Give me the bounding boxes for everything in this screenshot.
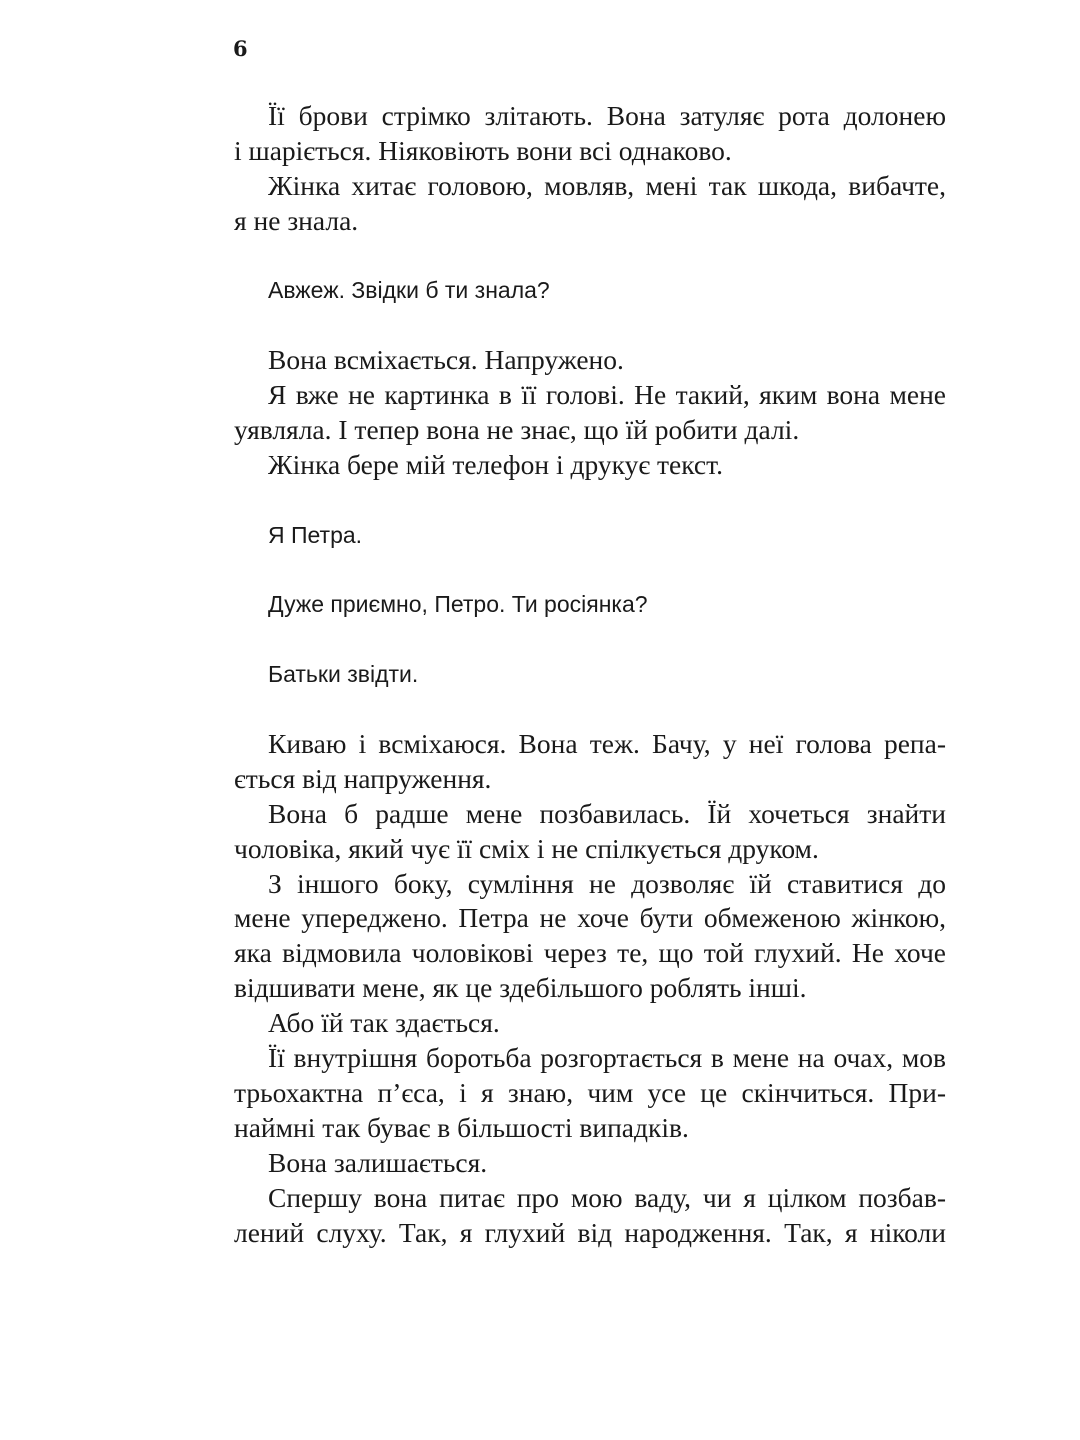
blank-line <box>234 622 946 657</box>
text-line: Я вже не картинка в її голові. Не такий, яким вона мене <box>268 379 946 411</box>
text-line: Вона б радше мене позбавилась. Їй хочеться знайти <box>268 797 946 829</box>
message-line: Дуже приємно, Петро. Ти росіянка? <box>268 591 648 618</box>
page-body-text <box>234 99 946 1250</box>
blank-line <box>234 692 946 727</box>
text-line: наймні так буває в більшості випадків. <box>234 1111 689 1143</box>
text-line: лений слуху. Так, я глухий від народження. Так, я ніколи <box>234 1216 946 1248</box>
text-line: уявляла. І тепер вона не знає, що їй робити далі. <box>234 414 800 446</box>
text-line: я не знала. <box>234 204 359 236</box>
blank-line <box>234 553 946 588</box>
text-line: Її брови стрімко злітають. Вона затуляє рота долонею <box>268 100 946 131</box>
blank-line <box>234 483 946 518</box>
text-line: Спершу вона питає про мою ваду, чи я цілком позбав- <box>268 1181 946 1213</box>
text-line: Киваю і всміхаюся. Вона теж. Бачу, у неї голова репа- <box>268 728 946 760</box>
message-line: Я Петра. <box>268 521 363 548</box>
text-line: Вона всміхається. Напружено. <box>268 344 624 376</box>
text-line: яка відмовила чоловікові через те, що той глухий. Не хоче <box>234 937 946 969</box>
text-line: Вона залишається. <box>268 1146 488 1178</box>
text-line: чоловіка, який чує її сміх і не спілкується друком. <box>234 832 819 864</box>
message-line: Авжеж. Звідки б ти знала? <box>268 277 550 304</box>
text-line: Жінка бере мій телефон і друкує текст. <box>268 448 723 480</box>
blank-line <box>234 239 946 274</box>
text-line: Або їй так здається. <box>268 1007 500 1039</box>
text-line: Її внутрішня боротьба розгортається в мене на очах, мов <box>268 1042 946 1074</box>
message-line: Батьки звідти. <box>268 661 419 688</box>
text-line: Жінка хитає головою, мовляв, мені так шкода, вибачте, <box>268 169 946 201</box>
text-line: відшивати мене, як це здебільшого роблять інші. <box>234 972 807 1004</box>
text-line: трьохактна п’єса, і я знаю, чим усе це скінчиться. При- <box>234 1076 946 1108</box>
text-line: і шаріється. Ніяковіють вони всі однаково. <box>234 134 732 166</box>
blank-line <box>234 308 946 343</box>
text-line: ється від напруження. <box>234 762 492 794</box>
text-line: мене упереджено. Петра не хоче бути обмеженою жінкою, <box>234 902 946 934</box>
text-line: З іншого боку, сумління не дозволяє їй ставитися до <box>268 867 946 899</box>
page-number: 6 <box>233 36 248 61</box>
